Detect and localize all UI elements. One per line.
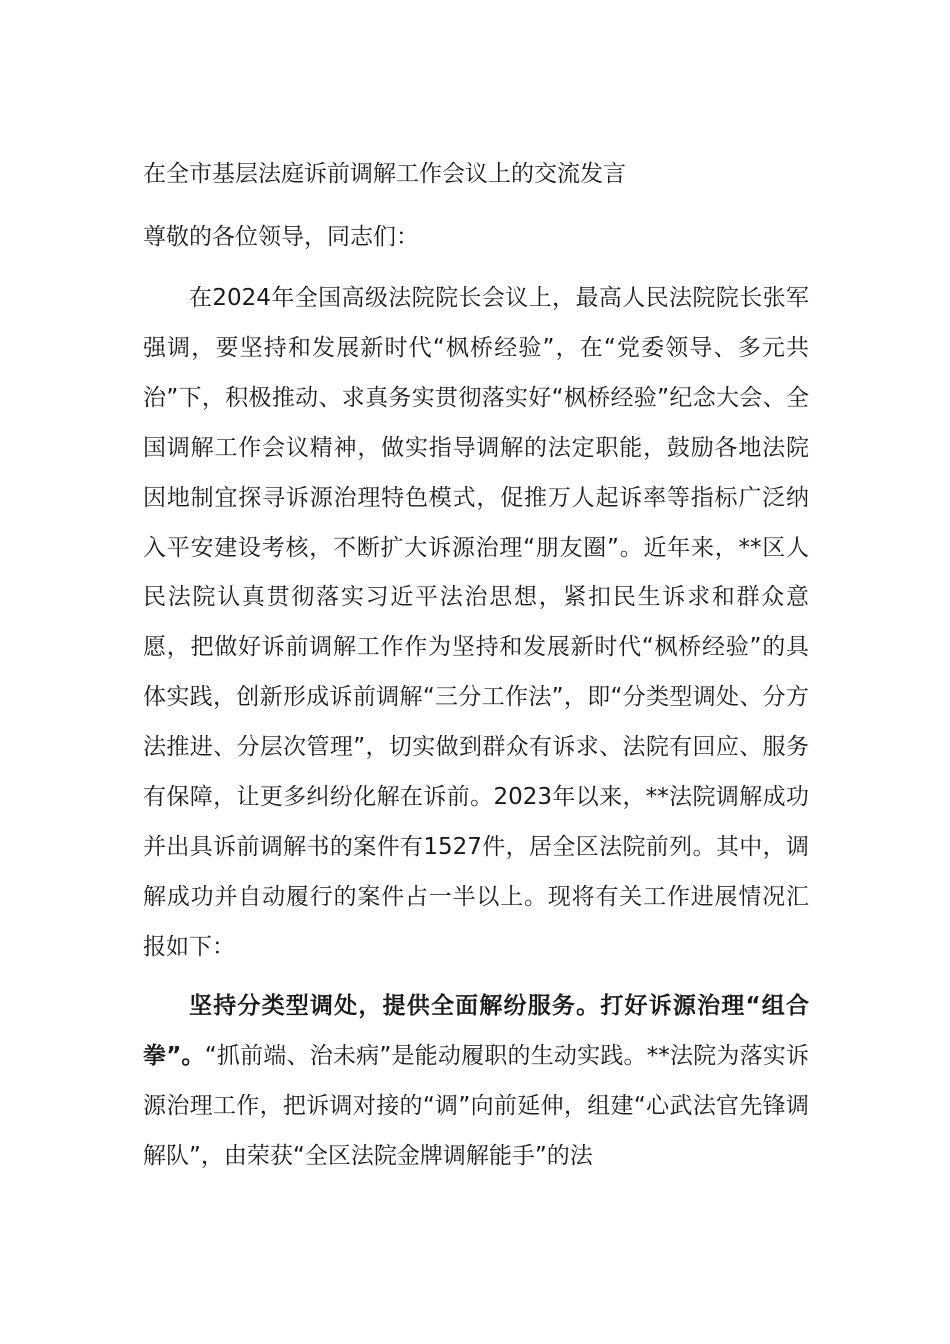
salutation: 尊敬的各位领导，同志们： <box>143 224 419 250</box>
paragraph-2 <box>143 982 809 1182</box>
paragraph-2-heading: 坚持分类型调处，提供全面解纷服务。打好诉源治理“组合拳”。 <box>143 993 809 1069</box>
paragraph-2-body: “抓前端、治未病”是能动履职的生动实践。**法院为落实诉源治理工作，把诉调对接的“调”向前延伸，组建“心武法官先锋调解队”，由荣获“全区法院金牌调解能手”的法 <box>143 1042 809 1169</box>
paragraph-1: 在2024年全国高级法院院长会议上，最高人民法院院长张军强调，要坚持和发展新时代“枫桥经验”，在“党委领导、多元共治”下，积极推动、求真务实贯彻落实好“枫桥经验”纪念大会、全国调解工作会议精神，做实指导调解的法定职能，鼓励各地法院因地制宜探寻诉源治理特色模式，促推万人起诉率等指标广泛纳入平安建设考核，不断扩大诉源治理“朋友圈”。近年来，**区人民法院认真贯彻落实习近平法治思想，紧扣民生诉求和群众意愿，把做好诉前调解工作作为坚持和发展新时代“枫桥经验”的具体实践，创新形成诉前调解“三分工作法”，即“分类型调处、分方法推进、分层次管理”，切实做到群众有诉求、法院有回应、服务有保障，让更多纠纷化解在诉前。2023年以来，**法院调解成功并出具诉前调解书的案件有1527件，居全区法院前列。其中，调解成功并自动履行的案件占一半以上。现将有关工作进展情况汇报如下： <box>143 285 809 960</box>
document-title: 在全市基层法庭诉前调解工作会议上的交流发言 <box>143 161 626 187</box>
